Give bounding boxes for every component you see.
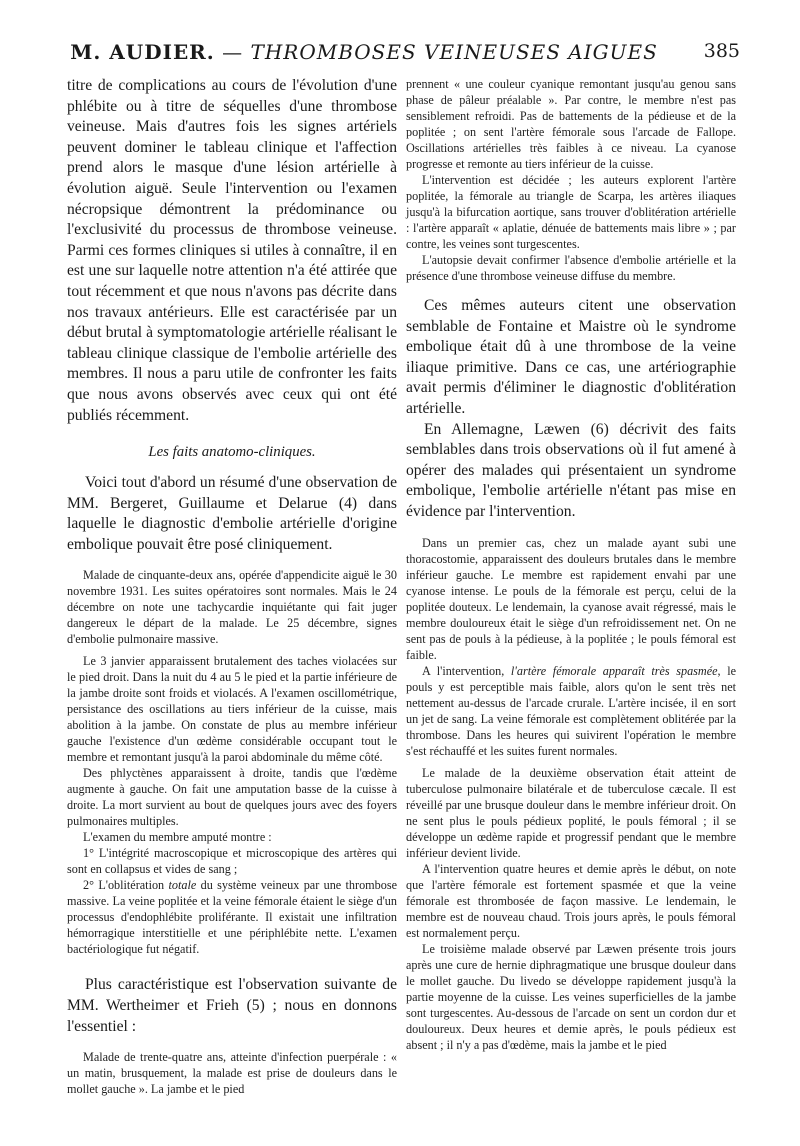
case-paragraph: Le malade de la deuxième observation était atteint de tuberculose pulmonaire bilatérale et de tuberculose cæcale. Il est réveillé par une brusque douleur dans le membre inférieur droit. On ne sent plus le pouls pédieux poplité, le pouls fémoral ; il se développe un œdème rapide et progressif pendant que le membre inférieur devient livide. bbox=[406, 765, 736, 860]
case-paragraph: Dans un premier cas, chez un malade ayant subi une thoracostomie, apparaissent des douleurs brutales dans le membre inférieur gauche. Le membre est rapidement envahi par une cyanose intense. Le pouls de la fémorale est perçu, celui de la poplitée douteux. Le lendemain, la cyanose avait régressé, mais le membre douloureux était le siège d'un refroidissement net. On ne sent pas de pouls à la pédieuse, à la poplitée ; le pouls fémoral est faible. bbox=[406, 535, 736, 662]
emphasis: totale bbox=[168, 878, 197, 893]
right-column bbox=[406, 76, 736, 1053]
header-separator: — bbox=[214, 40, 251, 64]
case-paragraph: L'examen du membre amputé montre : bbox=[83, 830, 272, 845]
case-paragraph: Malade de cinquante-deux ans, opérée d'appendicite aiguë le 30 novembre 1931. Les suites opératoires sont normales. Mais le 24 décembre on note une tachycardie inquiétante qui fait juger dangereux le départ de la malade. Le 25 décembre, signes d'embolie pulmonaire massive. bbox=[67, 568, 397, 647]
case-paragraph: A l'intervention quatre heures et demie après le début, on note que l'artère fémorale est fortement spasmée et que la veine fémorale est thrombosée de façon massive. Le lendemain, le membre est de nouveau chaud. Trois jours après, le pouls fémoral est normalement perçu. bbox=[406, 861, 736, 940]
case-paragraph: Malade de trente-quatre ans, atteinte d'infection puerpérale : « un matin, brusquement, la malade est prise de douleurs dans le mollet gauche ». La jambe et le pied bbox=[67, 1050, 397, 1097]
paragraph-wertheimer: Plus caractéristique est l'observation suivante de MM. Wertheimer et Frieh (5) ; nous en donnons l'essentiel : bbox=[67, 976, 397, 1035]
page-number: 385 bbox=[703, 40, 740, 62]
case-paragraph: A l'intervention, l'artère fémorale apparaît très spasmée, le pouls y est perceptible mais faible, alors qu'on le sent très net nettement au-dessus de l'arcade crurale. L'artère incisée, il en sort un jet de sang. La veine fémorale est complètement oblitérée par la thrombose. Dans les heures qui suivirent l'opération le membre s'est réchauffé et les suites furent normales. bbox=[406, 663, 736, 758]
case-paragraph: 2° L'oblitération totale du système veineux par une thrombose massive. La veine poplitée et la veine fémorale étaient le siège d'un processus d'endophlébite proliférante. Il existait une infiltration hémorragique interstitielle et une périphlébite nette. L'examen bactériologique fut négatif. bbox=[67, 878, 397, 957]
left-column bbox=[67, 76, 397, 1097]
case-paragraph: L'autopsie devait confirmer l'absence d'embolie artérielle et la présence d'une thrombose veineuse diffuse du membre. bbox=[406, 253, 736, 283]
header-author: M. AUDIER. bbox=[70, 40, 215, 64]
running-header bbox=[68, 40, 740, 70]
case-paragraph: 1° L'intégrité macroscopique et microscopique des artères qui sont en collapsus et vides de sang ; bbox=[67, 846, 397, 877]
header-subject: THROMBOSES VEINEUSES AIGUES bbox=[250, 40, 658, 64]
case-paragraph: Des phlyctènes apparaissent à droite, tandis que l'œdème augmente à gauche. On fait une amputation basse de la cuisse à droite. La mort survient au bout de quelques jours avec des foyers pulmonaires multiples. bbox=[67, 766, 397, 829]
case-paragraph: prennent « une couleur cyanique remontant jusqu'au genou sans phase de pâleur préalable ». Par contre, le membre n'est pas sensiblement refroidi. Pas de battements de la pédieuse et de la poplitée ; on sent l'artère fémorale sous l'arcade de Fallope. Oscillations artérielles très faibles à ce niveau. La cyanose progresse et remonte au tiers inférieur de la cuisse. bbox=[406, 77, 736, 171]
emphasis: l'artère fémorale apparaît très spasmée bbox=[510, 663, 718, 678]
header-title bbox=[68, 40, 660, 64]
paragraph-intro: titre de complications au cours de l'évolution d'une phlébite ou à titre de séquelles d'une thrombose veineuse. Mais d'autres fois les signes artériels peuvent dominer le tableau clinique et l'affection prend alors le masque d'une lésion artérielle à évolution aiguë. Seule l'intervention ou l'examen nécropsique démontrent la prédominance ou l'exclusivité du processus de thrombose veineuse. Parmi ces formes cliniques si utiles à connaître, il en est une sur laquelle notre attention n'a été attirée que tout récemment et que nous n'avons pas décrite dans nos travaux antérieurs. Elle est caractérisée par un début brutal à symptomatologie artérielle réalisant le tableau clinique classique de l'embolie artérielle des membres. Il nous a paru utile de confronter les faits que nous avons observés avec ceux qui ont été publiés récemment. bbox=[67, 77, 397, 424]
case-paragraph: L'intervention est décidée ; les auteurs explorent l'artère poplitée, la fémorale au triangle de Scarpa, les artères iliaques jusqu'à la bifurcation aortique, sans trouver d'oblitération artérielle : l'artère apparaît « aplatie, dénuée de battements mais libre » ; par contre, les veines sont turgescentes. bbox=[406, 173, 736, 251]
stray-mark bbox=[406, 523, 736, 535]
paragraph-laewen: En Allemagne, Læwen (6) décrivit des faits semblables dans trois observations où il fut amené à opérer des malades qui présentaient un syndrome embolique, l'embolie artérielle n'étant pas mise en évidence par l'intervention. bbox=[406, 420, 736, 520]
section-heading: Les faits anatomo-cliniques. bbox=[148, 444, 316, 461]
paragraph-bergeret: Voici tout d'abord un résumé d'une observation de MM. Bergeret, Guillaume et Delarue (4) dans laquelle le diagnostic d'embolie artérielle d'origine embolique pouvait être posé cliniquement. bbox=[67, 474, 397, 553]
case-paragraph: Le 3 janvier apparaissent brutalement des taches violacées sur le pied droit. Dans la nuit du 4 au 5 le pied et la partie inférieure de la jambe droite sont froids et violacés. A l'examen oscillométrique, persistance des oscillations au tiers inférieur de la cuisse, mais abolition à la jambe. On constate de plus au membre inférieur gauche l'existence d'un œdème considérable occupant tout le membre et remontant jusqu'à la paroi abdominale du même côté. bbox=[67, 654, 397, 765]
case-paragraph: Le troisième malade observé par Læwen présente trois jours après une cure de hernie diphragmatique une brusque douleur dans le mollet gauche. Du livedo se développe rapidement jusqu'à la partie moyenne de la cuisse. Les veines superficielles de la jambe sont turgescentes. Au-dessous de l'arcade on sent un cordon dur et douloureux. Deux heures et demie après, le pouls pédieux est absent ; il n'y a pas d'œdème, mais la jambe et le pied bbox=[406, 941, 736, 1052]
paragraph-fontaine: Ces mêmes auteurs citent une observation semblable de Fontaine et Maistre où le syndrome embolique était dû à une thrombose de la veine iliaque primitive. Dans ce cas, une artériographie avait permis d'éliminer le diagnostic d'oblitération artérielle. bbox=[406, 297, 736, 417]
